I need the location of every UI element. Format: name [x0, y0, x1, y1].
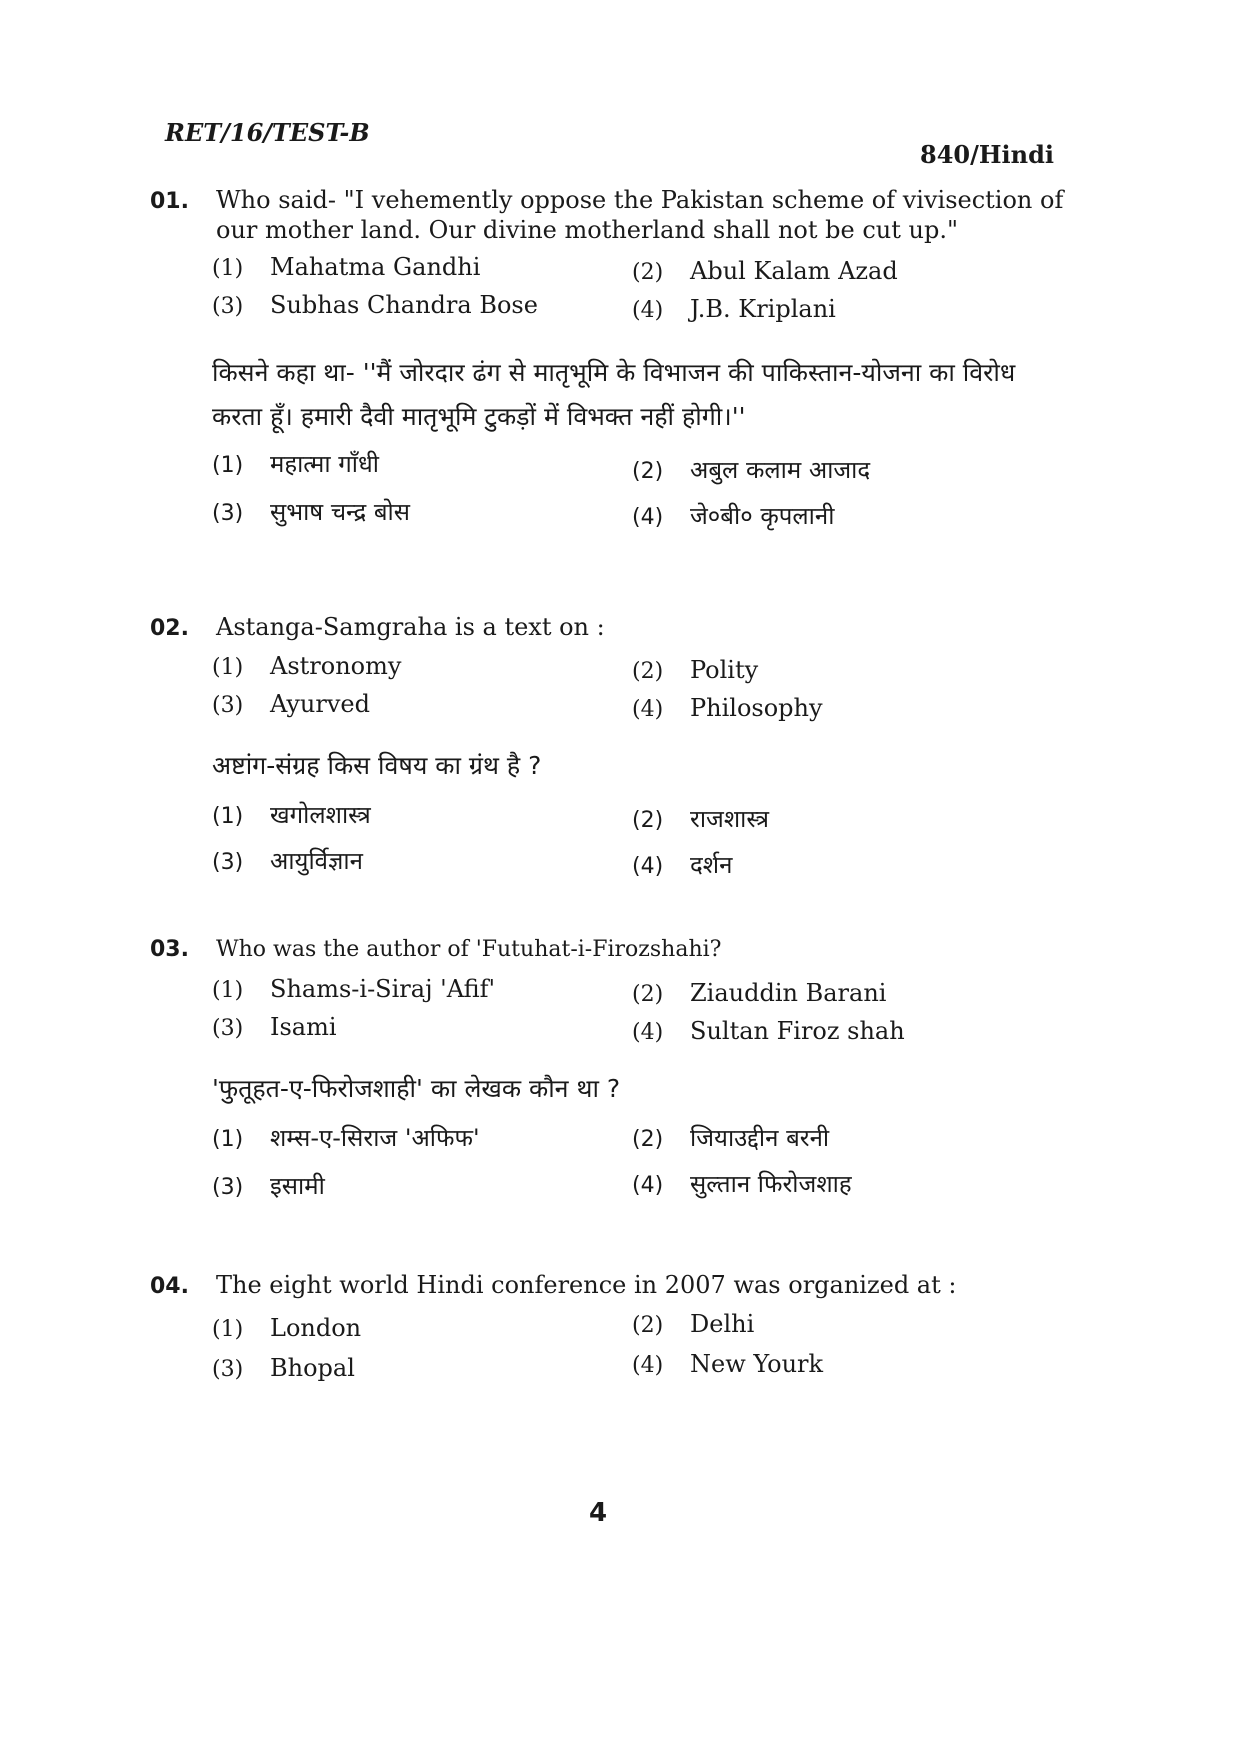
- option-3: (3) Bhopal: [212, 1354, 355, 1382]
- options-hi: [212, 447, 1070, 537]
- page-number: 4: [589, 1498, 608, 1528]
- question-02: [150, 612, 1070, 888]
- option-4: (4) Philosophy: [632, 694, 823, 722]
- option-3: (3) आयुर्विज्ञान: [212, 847, 363, 875]
- option-3: (3) Subhas Chandra Bose: [212, 291, 538, 319]
- subject-code: 840/Hindi: [920, 140, 1055, 169]
- option-1: (1) London: [212, 1314, 362, 1342]
- option-2: (2) Ziauddin Barani: [632, 979, 887, 1007]
- question-text-en: The eight world Hindi conference in 2007 was organized at :: [216, 1271, 957, 1299]
- option-1: (1) शम्स-ए-सिराज 'अफिफ': [212, 1124, 480, 1152]
- question-text-en: Astanga-Samgraha is a text on :: [216, 613, 605, 641]
- option-3: (3) Isami: [212, 1013, 337, 1041]
- option-1: (1) Astronomy: [212, 652, 402, 680]
- options-en: [212, 253, 1070, 333]
- option-2: (2) Abul Kalam Azad: [632, 257, 898, 285]
- question-text-hi: अष्टांग-संग्रह किस विषय का ग्रंथ है ?: [212, 751, 542, 780]
- options-en: [212, 1310, 1070, 1390]
- option-1: (1) महात्मा गाँधी: [212, 450, 379, 478]
- option-3: (3) Ayurved: [212, 690, 370, 718]
- option-4: (4) Sultan Firoz shah: [632, 1017, 905, 1045]
- option-4: (4) दर्शन: [632, 851, 733, 879]
- question-number: 03.: [150, 937, 189, 962]
- question-text-en: Who said- "I vehemently oppose the Pakistan scheme of vivisection of our mother land. Our divine motherland shall not be cut up.": [216, 186, 1064, 244]
- question-number: 02.: [150, 616, 189, 641]
- question-text-hi: 'फुतूहत-ए-फिरोजशाही' का लेखक कौन था ?: [212, 1074, 621, 1103]
- question-text-hi: किसने कहा था- ''मैं जोरदार ढंग से मातृभूमि के विभाजन की पाकिस्तान-योजना का विरोध करता हूँ। हमारी दैवी मातृभूमि टुकड़ों में विभक्त नहीं होगी।'': [212, 358, 1016, 431]
- option-1: (1) खगोलशास्त्र: [212, 801, 371, 829]
- option-2: (2) अबुल कलाम आजाद: [632, 456, 871, 484]
- question-04: [150, 1270, 1070, 1390]
- question-03: [150, 935, 1070, 1211]
- option-2: (2) जियाउद्दीन बरनी: [632, 1124, 830, 1152]
- question-01: [150, 185, 1070, 537]
- question-number: 01.: [150, 189, 189, 214]
- option-3: (3) इसामी: [212, 1172, 325, 1200]
- question-number: 04.: [150, 1274, 189, 1299]
- question-text-en: Who was the author of 'Futuhat-i-Firozshahi?: [216, 937, 722, 962]
- options-hi: [212, 798, 1070, 888]
- option-1: (1) Shams-i-Siraj 'Afif': [212, 975, 496, 1003]
- option-2: (2) राजशास्त्र: [632, 805, 769, 833]
- option-2: (2) Polity: [632, 656, 759, 684]
- option-2: (2) Delhi: [632, 1310, 755, 1338]
- option-4: (4) जे०बी० कृपलानी: [632, 502, 835, 530]
- option-4: (4) सुल्तान फिरोजशाह: [632, 1170, 852, 1198]
- option-4: (4) New Yourk: [632, 1350, 824, 1378]
- options-hi: [212, 1121, 1070, 1211]
- options-en: [212, 975, 1070, 1051]
- paper-code: RET/16/TEST-B: [165, 118, 370, 147]
- option-1: (1) Mahatma Gandhi: [212, 253, 481, 281]
- option-4: (4) J.B. Kriplani: [632, 295, 836, 323]
- option-3: (3) सुभाष चन्द्र बोस: [212, 498, 410, 526]
- options-en: [212, 652, 1070, 728]
